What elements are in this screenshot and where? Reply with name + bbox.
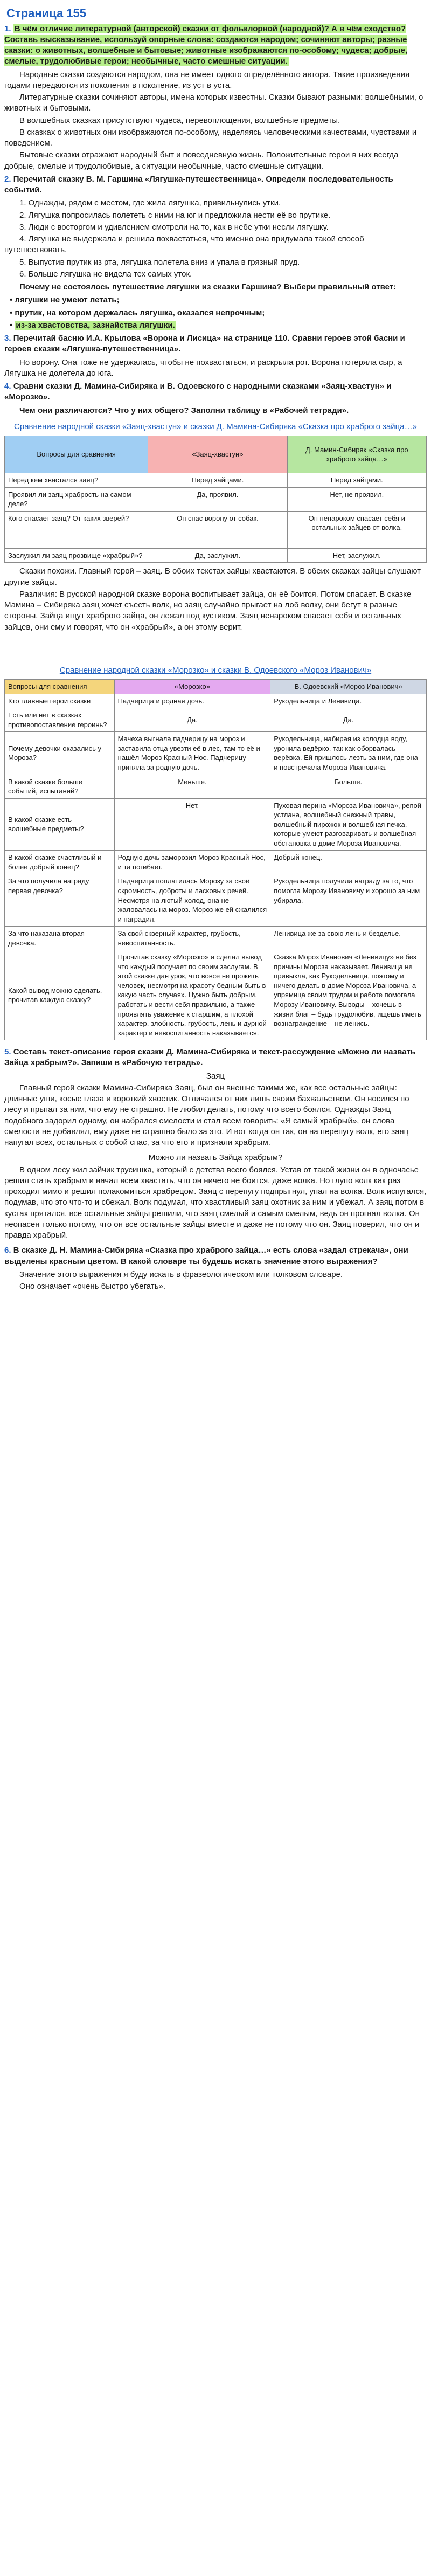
table-cell: Больше. — [270, 775, 427, 798]
question-number: 6. — [4, 1246, 11, 1255]
table-cell: Прочитав сказку «Морозко» я сделал вывод что каждый получает по своим заслугам. В этой сказке дан урок, что вовсе не прожить человек, несмотря на красоту бедным быть в какую часть случаях. Нужно быть добрым, работать и вести себя правильно, а также проявлять уважение к старшим, а плохой характер, злобность, грубость, лень и дурной характер и невоспитанность наказывается. — [114, 950, 270, 1040]
table2-caption: Сравнение народной сказки «Морозко» и сказки В. Одоевского «Мороз Иванович» — [59, 665, 372, 675]
table-row — [5, 950, 427, 1040]
table-row — [5, 775, 427, 798]
table-row — [5, 487, 427, 511]
table-cell: Падчерица и родная дочь. — [114, 694, 270, 708]
table-row — [5, 473, 427, 488]
answer-paragraph: В одном лесу жил зайчик трусишка, который с детства всего боялся. Устав от такой жизни он в одночасье решил стать храбрым и начал всем хвастать, что он ничего не боится, даже волка. Но глупо волк как раз проходил мимо и решил полакомиться храбрецом. Заяц с перепугу подпрыгнул, упал на волка. Волк испугался, подумав, что это что-то и сбежал. Волк подумал, что хвастливый заяц охотник за ним и убежал. А заяц потом в кустах прятался, все остальные зайцы решили, что заяц смелый и самым смелым, ведь он прогнал волка. Он неопасен только потому, что он все остальные зайцы вместе и даже не потому что он. Заяц поверил, что он и правда храбрый. — [4, 1165, 427, 1240]
answer-paragraph: Главный герой сказки Мамина-Сибиряка Заяц, был он внешне такими же, как все остальные зайцы: длинные уши, косые глаза и короткий хвостик. Отличался от них лишь своим бахвальством. Он носился по лесу и прыгал за ним, что ему не страшно. Не любил делать, потому что всего боялся. Однажды Заяц подобного задорил одному, он набрался смелости и стал всем говорить: «Я самый храбрый», он слова смелости не добавлял, ему даже не страшно было за это. И вот когда он так, он на перепугу волк, его заяц напугал всех, остальных с собой спас, за что его и признали храбрым. — [4, 1083, 409, 1148]
question-5 — [4, 1047, 427, 1069]
answer-paragraph: Оно означает «очень быстро убегать». — [19, 1282, 166, 1292]
event-item: 2. Лягушка попросилась полететь с ними на юг и предложила нести её во прутике. — [19, 210, 331, 220]
table-cell: Да, проявил. — [148, 487, 287, 511]
table-header-cell: Вопросы для сравнения — [5, 680, 115, 694]
table-cell: За что наказана вторая девочка. — [5, 927, 115, 950]
event-item: 3. Люди с восторгом и удивлением смотрели на то, как в небе утки несли лягушку. — [19, 222, 329, 232]
event-item: 4. Лягушка не выдержала и решила похвастаться, что именно она придумала такой способ путешествовать. — [4, 234, 364, 255]
event-item: 6. Больше лягушка не видела тех самых уток. — [19, 269, 192, 279]
question-number: 4. — [4, 382, 11, 391]
table-cell: Перед зайцами. — [148, 473, 287, 488]
question-4b: Чем они различаются? Что у них общего? Заполни таблицу в «Рабочей тетради». — [19, 405, 349, 415]
question-text: В сказке Д. Н. Мамина-Сибиряка «Сказка про храброго зайца…» есть слова «задал стрекача», они выделены красным цветом. В какой словаре ты будешь искать значение этого выражения? — [4, 1246, 408, 1266]
table-header-row — [5, 680, 427, 694]
choice-item-correct: • из-за хвастовства, зазнайства лягушки. — [10, 320, 175, 330]
table-cell: Кого спасает заяц? От каких зверей? — [5, 511, 148, 548]
table-header-cell: Вопросы для сравнения — [5, 436, 148, 473]
comparison-table-2 — [4, 679, 427, 1040]
table-cell: Рукодельница и Ленивица. — [270, 694, 427, 708]
table-header-cell: Д. Мамин-Сибиряк «Сказка про храброго зайца…» — [287, 436, 426, 473]
table-cell: Ленивица же за свою лень и безделье. — [270, 927, 427, 950]
table-cell: Нет, заслужил. — [287, 548, 426, 563]
table-row — [5, 732, 427, 775]
choice-item: • лягушки не умеют летать; — [10, 295, 120, 305]
question-text: Перечитай сказку В. М. Гаршина «Лягушка-путешественница». Определи последовательность событий. — [4, 174, 393, 195]
question-4 — [4, 381, 427, 403]
question-number: 2. — [4, 174, 11, 184]
table-header-row — [5, 436, 427, 473]
table-cell: Проявил ли заяц храбрость на самом деле? — [5, 487, 148, 511]
question-3 — [4, 333, 427, 355]
table-cell: Почему девочки оказались у Мороза? — [5, 732, 115, 775]
table-cell: В какой сказке больше событий, испытаний? — [5, 775, 115, 798]
question-number: 1. — [4, 24, 11, 33]
table-row — [5, 798, 427, 851]
table-row — [5, 927, 427, 950]
table-row — [5, 548, 427, 563]
table-cell: Пуховая перина «Мороза Ивановича», репой устлана, волшебный снежный травы, волшебный пирожок и волшебная печка, которые умеют разговаривать и волшебная обстановка в доме Мороза Ивановича. — [270, 798, 427, 851]
table-cell: Нет. — [114, 798, 270, 851]
table-cell: В какой сказке есть волшебные предметы? — [5, 798, 115, 851]
table-header-cell: «Заяц-хвастун» — [148, 436, 287, 473]
table-cell: Да. — [270, 708, 427, 732]
events-list — [4, 198, 427, 280]
table-cell: Да, заслужил. — [148, 548, 287, 563]
table-row — [5, 708, 427, 732]
answer-4 — [4, 566, 427, 633]
table-cell: Кто главные герои сказки — [5, 694, 115, 708]
answer-paragraph: Народные сказки создаются народом, она не имеет одного определённого автора. Такие произведения годами передаются из поколения в поколение, из уст в уста. — [4, 70, 410, 90]
table-cell: Он ненароком спасает себя и остальных зайцев от волка. — [287, 511, 426, 548]
table-row — [5, 694, 427, 708]
event-item: 5. Выпустив прутик из рта, лягушка полетела вниз и упала в грязный пруд. — [19, 257, 300, 267]
table-cell: Нет, не проявил. — [287, 487, 426, 511]
table-cell: Заслужил ли заяц прозвище «храбрый»? — [5, 548, 148, 563]
table-cell: Добрый конец. — [270, 851, 427, 874]
table-row — [5, 851, 427, 874]
event-item: 1. Однажды, рядом с местом, где жила лягушка, привильнулись утки. — [19, 198, 281, 208]
question-number: 3. — [4, 334, 11, 343]
question-text: Составь текст-описание героя сказки Д. Мамина-Сибиряка и текст-рассуждение «Можно ли назвать Зайца храбрым?». Запиши в «Рабочую тетрадь». — [4, 1047, 416, 1068]
table-cell: В какой сказке счастливый и более добрый конец? — [5, 851, 115, 874]
table-cell: Падчерица поплатилась Морозу за своё скромность, доброты и ласковых речей. Несмотря на лютый холод, она не жаловалась на мороз. Мороз же ей сжалился и наградил. — [114, 874, 270, 927]
question-text: Сравни сказки Д. Мамина-Сибиряка и В. Одоевского с народными сказками «Заяц-хвастун» и «Морозко». — [4, 382, 392, 402]
table-cell: Перед зайцами. — [287, 473, 426, 488]
table-cell: Есть или нет в сказках противопоставление героинь? — [5, 708, 115, 732]
choice-item: • прутик, на котором держалась лягушка, оказался непрочным; — [10, 308, 265, 317]
table-cell: Рукодельница получила награду за то, что помогла Морозу Ивановичу и хорошо за ним убирала. — [270, 874, 427, 927]
question-2 — [4, 174, 427, 196]
table-row — [5, 511, 427, 548]
question-2b: Почему не состоялось путешествие лягушки из сказки Гаршина? Выбери правильный ответ: — [19, 282, 397, 292]
question-1 — [4, 24, 427, 67]
table-header-cell: «Морозко» — [114, 680, 270, 694]
choices-list — [4, 295, 427, 331]
page-number: Страница 155 — [6, 6, 86, 20]
question-number: 5. — [4, 1047, 11, 1057]
table-cell: Сказка Мороз Иванович «Ленивицу» не без причины Мороза наказывает. Ленивица не привыкла, как Рукодельница, поэтому и ничего делать в доме Мороза Ивановича, а упрямица своим трудом и работе помогала Морозу Ивановичу. Выводы – хочешь в жизни благ – будь трудолюбив, ищешь иметь вознаграждение – не ленись. — [270, 950, 427, 1040]
answer-paragraph: Сказки похожи. Главный герой – заяц. В обоих текстах зайцы хвастаются. В обеих сказках зайцы слушают другие зайцы. — [4, 567, 421, 587]
question-6 — [4, 1245, 427, 1267]
table-cell: Он спас ворону от собак. — [148, 511, 287, 548]
table1-caption: Сравнение народной сказки «Заяц-хвастун» и сказки Д. Мамина-Сибиряка «Сказка про храброго зайца…» — [14, 422, 417, 431]
answer-paragraph: Бытовые сказки отражают народный быт и повседневную жизнь. Положительные герои в них всегда добрые, смелые и трудолюбивые, а ситуации необычные, часто смешные ситуации. — [4, 150, 399, 171]
answer-paragraph: В волшебных сказках присутствуют чудеса, перевоплощения, волшебные предметы. — [19, 115, 340, 125]
table-header-cell: В. Одоевский «Мороз Иванович» — [270, 680, 427, 694]
question-text: В чём отличие литературной (авторской) сказки от фольклорной (народной)? А в чём сходство? Составь высказывание, используй опорные слова: создаются народом; сочиняют авторы; разные сказки: о животных, волшебные и бытовые; животные изображаются по-особому; чудеса; добрые, смелые, трудолюбивые герои; необычные, часто смешные ситуации. — [4, 24, 408, 66]
answer-paragraph: Литературные сказки сочиняют авторы, имена которых известны. Сказки бывают разными: волшебными, о животных и бытовыми. — [4, 93, 423, 113]
table-cell: Перед кем хвастался заяц? — [5, 473, 148, 488]
table-cell: За свой скверный характер, грубость, невоспитанность. — [114, 927, 270, 950]
comparison-table-1 — [4, 436, 427, 563]
table-cell: Рукодельница, набирая из колодца воду, уронила ведёрко, так как оборвалась верёвка. Ей пришлось лезть за ним, где она и повстречала Мороза Ивановича. — [270, 732, 427, 775]
answer-paragraph: В сказках о животных они изображаются по-особому, наделяясь человеческими качествами, чувствами и поведением. — [4, 127, 417, 148]
question-text: Перечитай басню И.А. Крылова «Ворона и Лисица» на странице 110. Сравни героев этой басни и героев сказки «Лягушка-путешественница». — [4, 334, 405, 354]
table-cell: За что получила награду первая девочка? — [5, 874, 115, 927]
table-cell: Да. — [114, 708, 270, 732]
answer-3: Но ворону. Она тоже не удержалась, чтобы не похвастаться, и раскрыла рот. Ворона потеряла сыр, а Лягушка не долетела до юга. — [4, 357, 402, 378]
answer-5b-title: Можно ли назвать Зайца храбрым? — [148, 1153, 283, 1163]
answer-1 — [4, 70, 427, 172]
table-cell: Меньше. — [114, 775, 270, 798]
answer-paragraph: Значение этого выражения я буду искать в фразеологическом или толковом словаре. — [19, 1269, 343, 1279]
answer-paragraph: Различия: В русской народной сказке ворона воспитывает зайца, он её боится. Потом спасает. В сказке Мамина – Сибиряка заяц хочет съесть волк, но заяц случайно прыгает на лоб волку, они бегут в разные стороны. Зайца ищут храброго зайца, он лежал под кустиком. Заяц ненароком спасает себя и остальных зайцев, они ему и говорят, что он «храбрый», а он этому верит. — [4, 589, 412, 632]
table-cell: Родную дочь заморозил Мороз Красный Нос, и та погибает. — [114, 851, 270, 874]
answer-5-title: Заяц — [206, 1071, 225, 1081]
table-cell: Мачеха выгнала падчерицу на мороз и заставила отца увезти её в лес, там то её и нашёл Мороз Красный Нос. Падчерицу приняла за родную дочь. — [114, 732, 270, 775]
table-cell: Какой вывод можно сделать, прочитав каждую сказку? — [5, 950, 115, 1040]
table-row — [5, 874, 427, 927]
page — [4, 5, 427, 1292]
